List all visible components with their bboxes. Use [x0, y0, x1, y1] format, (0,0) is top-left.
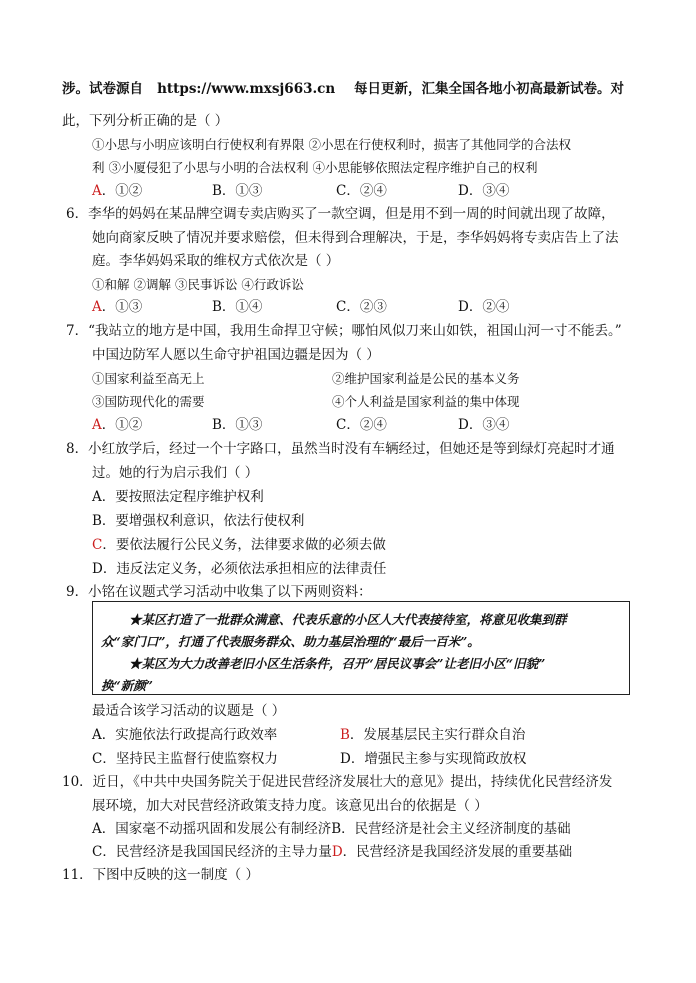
- q8-option-d[interactable]: D．违反法定义务，必须依法承担相应的法律责任: [92, 561, 387, 577]
- source-label: 试卷源自: [89, 81, 143, 97]
- q9-material-box: [92, 601, 630, 695]
- q7-option-c[interactable]: C．②④: [336, 417, 387, 433]
- q5-statements-line1: ①小思与小明应该明白行使权利有界限 ②小思在行使权利时，损害了其他同学的合法权: [92, 137, 571, 152]
- source-url[interactable]: https://www.mxsj663.cn: [157, 81, 336, 97]
- q10-option-a[interactable]: A．国家毫不动摇巩固和发展公有制经济: [92, 821, 332, 837]
- header-prefix: 涉。: [62, 81, 89, 97]
- q6-stem-line1: 6．李华的妈妈在某品牌空调专卖店购买了一款空调，但是用不到一周的时间就出现了故障，: [66, 206, 615, 222]
- q6-options: [92, 298, 510, 316]
- q8-stem-line1: 8．小红放学后，经过一个十字路口，虽然当时没有车辆经过，但她还是等到绿灯亮起时才通: [66, 441, 615, 457]
- q7-stem-line1: 7．“我站立的地方是中国，我用生命捍卫守候；哪怕风似刀来山如铁，祖国山河一寸不能丢。”: [66, 323, 622, 339]
- q5-option-c[interactable]: C．②④: [336, 183, 387, 199]
- q8-option-c-letter[interactable]: C: [92, 537, 103, 553]
- q9-option-d[interactable]: D．增强民主参与实现简政放权: [340, 751, 527, 767]
- q5-option-a-text[interactable]: ．①②: [101, 183, 143, 199]
- q9-material-1-line1: ★某区打造了一批群众满意、代表乐意的小区人大代表接待室，将意见收集到群: [129, 612, 567, 627]
- q9-stem: 9．小铭在议题式学习活动中收集了以下两则资料：: [66, 584, 372, 600]
- q11-stem: 11．下图中反映的这一制度（ ）: [62, 867, 259, 883]
- q9-material-1-line2: 众“家门口”，打通了代表服务群众、助力基层治理的“最后一百米”。: [101, 634, 480, 649]
- q7-statement-3: ③国防现代化的需要: [92, 394, 205, 409]
- q10-option-b[interactable]: B．民营经济是社会主义经济制度的基础: [331, 821, 571, 837]
- q10-option-d-letter[interactable]: D: [331, 844, 343, 860]
- q7-statement-1: ①国家利益至高无上: [92, 371, 205, 386]
- source-line: [62, 80, 624, 98]
- q9-option-b-text[interactable]: ．发展基层民主实行群众自治: [349, 727, 526, 743]
- q6-option-b[interactable]: B．①④: [212, 299, 263, 315]
- q6-option-a-text[interactable]: ．①③: [101, 299, 143, 315]
- q10-option-c[interactable]: C．民营经济是我国国民经济的主导力量: [92, 844, 332, 860]
- q8-stem-line2: 过。她的行为启示我们（ ）: [92, 465, 259, 481]
- q10-options-row2: [92, 843, 572, 861]
- q7-option-d[interactable]: D．③④: [458, 417, 510, 433]
- q6-stem-line3: 庭。李华妈妈采取的维权方式依次是（ ）: [92, 253, 340, 269]
- q9-option-b-letter[interactable]: B: [340, 727, 350, 743]
- q6-option-d[interactable]: D．②④: [458, 299, 510, 315]
- q5-options: [92, 182, 510, 200]
- q6-stem-line2: 她向商家反映了情况并要求赔偿，但未得到合理解决，于是，李华妈妈将专卖店告上了法: [92, 230, 619, 246]
- q5-option-a-letter[interactable]: A: [92, 183, 102, 199]
- q6-statements: ①和解 ②调解 ③民事诉讼 ④行政诉讼: [92, 277, 304, 292]
- q10-stem-line2: 展环境，加大对民营经济政策支持力度。该意见出台的依据是（ ）: [92, 798, 488, 814]
- q5-statements-line2: 利 ③小厦侵犯了小思与小明的合法权利 ④小思能够依照法定程序维护自己的权利: [92, 160, 538, 175]
- q5-stem-end: 此，下列分析正确的是（ ）: [62, 113, 229, 129]
- q7-option-a-text[interactable]: ．①②: [101, 417, 143, 433]
- q10-option-d-text[interactable]: ．民营经济是我国经济发展的重要基础: [342, 844, 573, 860]
- q8-option-c-text[interactable]: ．要依法履行公民义务，法律要求做的必须去做: [102, 537, 386, 553]
- q6-option-a-letter[interactable]: A: [92, 299, 102, 315]
- q10-stem-line1: 10．近日，《中共中央国务院关于促进民营经济发展壮大的意见》提出，持续优化民营经济发: [62, 774, 613, 790]
- q10-options-row1: [92, 820, 571, 838]
- q7-option-a-letter[interactable]: A: [92, 417, 102, 433]
- q7-option-b[interactable]: B．①③: [212, 417, 263, 433]
- q9-question: 最适合该学习活动的议题是（ ）: [92, 703, 286, 719]
- q7-statement-4: ④个人利益是国家利益的集中体现: [332, 394, 520, 409]
- q7-options: [92, 416, 510, 434]
- q8-option-b[interactable]: B．要增强权利意识，依法行使权利: [92, 513, 305, 529]
- q9-material-2-line2: 换“新颜”: [101, 678, 153, 693]
- q9-material-2-line1: ★某区为大力改善老旧小区生活条件，召开“居民议事会”让老旧小区“旧貌”: [129, 656, 546, 671]
- q9-option-a[interactable]: A．实施依法行政提高行政效率: [92, 727, 278, 743]
- q9-option-b[interactable]: [340, 726, 525, 744]
- source-tagline: 每日更新，汇集全国各地小初高最新试卷。对: [354, 81, 625, 97]
- q7-statement-2: ②维护国家利益是公民的基本义务: [332, 371, 520, 386]
- q8-option-a[interactable]: A．要按照法定程序维护权利: [92, 489, 264, 505]
- q7-stem-line2: 中国边防军人愿以生命守护祖国边疆是因为（ ）: [92, 347, 380, 363]
- q5-option-b[interactable]: B．①③: [212, 183, 263, 199]
- q6-option-c[interactable]: C．②③: [336, 299, 387, 315]
- q9-option-c[interactable]: C．坚持民主监督行使监察权力: [92, 751, 278, 767]
- q5-option-d[interactable]: D．③④: [458, 183, 510, 199]
- q8-option-c[interactable]: [92, 536, 386, 554]
